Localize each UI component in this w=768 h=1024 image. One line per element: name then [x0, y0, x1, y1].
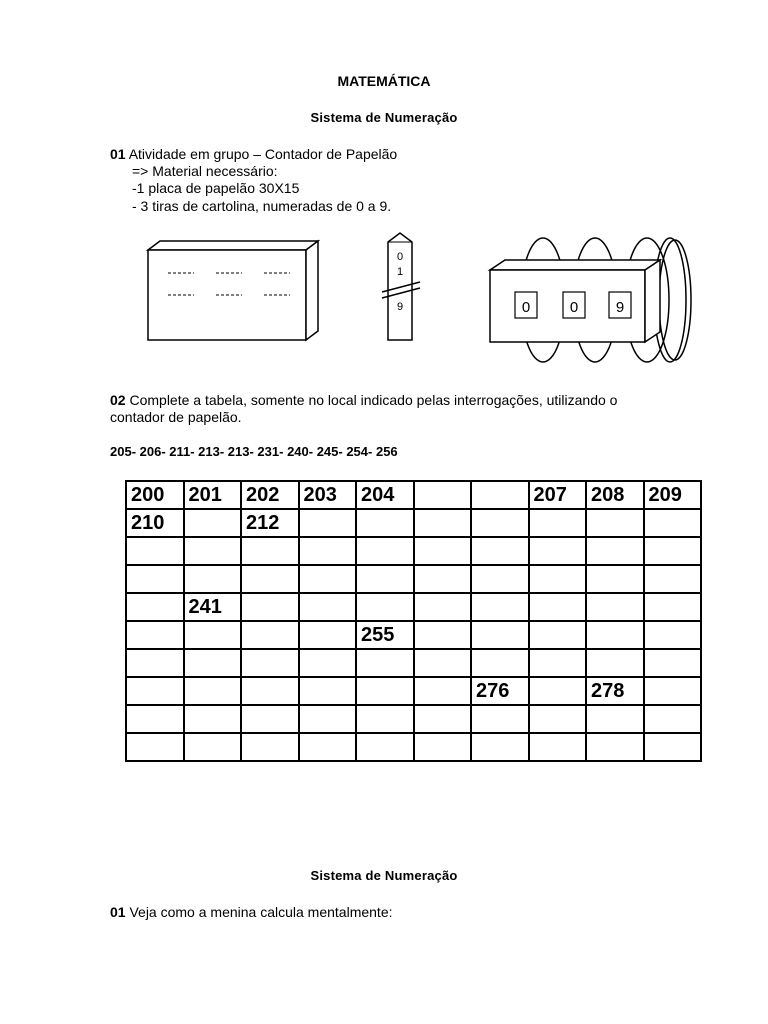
grid-cell: [126, 621, 184, 649]
number-sequence: 205- 206- 211- 213- 213- 231- 240- 245- 254- 256: [110, 444, 398, 459]
section-2-instruction: [110, 904, 393, 921]
grid-cell: [356, 509, 414, 537]
strip-digit-1: 1: [396, 266, 404, 278]
grid-cell: [414, 565, 472, 593]
grid-cell: [471, 565, 529, 593]
grid-cell: [356, 733, 414, 761]
grid-cell: [184, 537, 242, 565]
activity-1-text: Atividade em grupo – Contador de Papelão: [128, 146, 398, 162]
strip-digit-0: 0: [396, 251, 404, 263]
grid-cell: [586, 565, 644, 593]
grid-cell: [471, 481, 529, 509]
grid-cell: 276: [471, 677, 529, 705]
grid-cell: [184, 649, 242, 677]
grid-cell: [471, 537, 529, 565]
grid-cell: [414, 481, 472, 509]
grid-cell: [126, 593, 184, 621]
grid-cell: 209: [644, 481, 702, 509]
grid-cell: [529, 649, 587, 677]
grid-cell: [471, 621, 529, 649]
grid-cell: [471, 509, 529, 537]
grid-cell: [471, 649, 529, 677]
grid-cell: [644, 509, 702, 537]
grid-cell: 210: [126, 509, 184, 537]
grid-cell: [241, 593, 299, 621]
activity-1-heading: [110, 146, 397, 163]
grid-cell: 207: [529, 481, 587, 509]
section-2-number: 01: [110, 904, 126, 920]
section-title: Sistema de Numeração: [310, 110, 458, 125]
grid-row: [126, 481, 701, 509]
grid-cell: [184, 733, 242, 761]
grid-cell: [126, 705, 184, 733]
grid-cell: [586, 593, 644, 621]
assembled-counter-illustration: [485, 232, 695, 377]
grid-cell: [586, 537, 644, 565]
grid-cell: 212: [241, 509, 299, 537]
section-2-title: Sistema de Numeração: [310, 868, 458, 883]
grid-cell: [471, 733, 529, 761]
grid-cell: [184, 677, 242, 705]
grid-cell: 208: [586, 481, 644, 509]
grid-cell: [644, 649, 702, 677]
section-2-text: Veja como a menina calcula mentalmente:: [129, 904, 393, 920]
grid-cell: [644, 593, 702, 621]
grid-cell: [184, 509, 242, 537]
grid-cell: [414, 705, 472, 733]
grid-cell: 278: [586, 677, 644, 705]
grid-row: [126, 537, 701, 565]
grid-row: [126, 509, 701, 537]
activity-2-number: 02: [110, 392, 126, 408]
grid-cell: [471, 593, 529, 621]
grid-cell: [126, 677, 184, 705]
grid-cell: [126, 733, 184, 761]
grid-cell: [644, 705, 702, 733]
grid-cell: [241, 733, 299, 761]
counter-digit-3: 9: [615, 299, 625, 316]
strip-digit-9: 9: [396, 301, 404, 313]
grid-cell: [529, 621, 587, 649]
grid-cell: [126, 649, 184, 677]
grid-cell: [299, 705, 357, 733]
grid-cell: [299, 509, 357, 537]
grid-row: [126, 565, 701, 593]
grid-cell: [586, 649, 644, 677]
grid-cell: [241, 649, 299, 677]
material-item-2: - 3 tiras de cartolina, numeradas de 0 a 9.: [132, 198, 392, 214]
grid-cell: [529, 593, 587, 621]
grid-cell: 203: [299, 481, 357, 509]
grid-cell: [356, 565, 414, 593]
grid-cell: [241, 677, 299, 705]
counter-digit-1: 0: [521, 299, 531, 316]
grid-cell: [241, 537, 299, 565]
grid-cell: [586, 733, 644, 761]
grid-row: [126, 733, 701, 761]
grid-cell: [299, 537, 357, 565]
grid-cell: [356, 677, 414, 705]
grid-cell: [414, 537, 472, 565]
grid-cell: [529, 565, 587, 593]
grid-cell: [644, 565, 702, 593]
grid-cell: 255: [356, 621, 414, 649]
cardboard-plate-illustration: [140, 235, 325, 350]
grid-cell: [356, 537, 414, 565]
grid-cell: [241, 621, 299, 649]
grid-cell: [644, 677, 702, 705]
grid-cell: [299, 593, 357, 621]
grid-cell: [529, 509, 587, 537]
grid-cell: [241, 705, 299, 733]
grid-cell: 201: [184, 481, 242, 509]
counter-digit-2: 0: [569, 299, 579, 316]
grid-cell: [299, 621, 357, 649]
grid-row: [126, 593, 701, 621]
activity-2-instruction: Complete a tabela, somente no local indicado pelas interrogações, utilizando o: [129, 392, 618, 408]
grid-row: [126, 677, 701, 705]
grid-row: [126, 705, 701, 733]
grid-cell: 202: [241, 481, 299, 509]
grid-cell: [184, 621, 242, 649]
grid-cell: 204: [356, 481, 414, 509]
grid-cell: [356, 649, 414, 677]
activity-1-number: 01: [110, 146, 126, 162]
grid-cell: [414, 509, 472, 537]
grid-row: [126, 649, 701, 677]
grid-cell: [299, 733, 357, 761]
grid-cell: 200: [126, 481, 184, 509]
grid-cell: [414, 621, 472, 649]
grid-cell: [126, 537, 184, 565]
grid-cell: [299, 677, 357, 705]
grid-cell: [126, 565, 184, 593]
grid-cell: [184, 565, 242, 593]
material-label: => Material necessário:: [132, 163, 278, 179]
grid-cell: [471, 705, 529, 733]
grid-cell: [529, 733, 587, 761]
grid-cell: 241: [184, 593, 242, 621]
number-grid: [125, 480, 702, 762]
grid-cell: [241, 565, 299, 593]
grid-cell: [299, 565, 357, 593]
grid-cell: [586, 621, 644, 649]
material-item-1: -1 placa de papelão 30X15: [132, 180, 300, 196]
grid-cell: [644, 537, 702, 565]
grid-cell: [644, 733, 702, 761]
grid-cell: [299, 649, 357, 677]
grid-cell: [356, 705, 414, 733]
grid-cell: [414, 649, 472, 677]
page-title: MATEMÁTICA: [337, 73, 431, 89]
grid-cell: [414, 593, 472, 621]
grid-cell: [184, 705, 242, 733]
grid-cell: [356, 593, 414, 621]
numbered-strip-illustration: [380, 230, 425, 345]
grid-cell: [586, 509, 644, 537]
activity-2-line-1: [110, 392, 700, 409]
grid-cell: [529, 705, 587, 733]
grid-cell: [529, 537, 587, 565]
grid-cell: [529, 677, 587, 705]
grid-cell: [586, 705, 644, 733]
grid-cell: [414, 677, 472, 705]
activity-2-line-2: contador de papelão.: [110, 409, 242, 425]
grid-cell: [414, 733, 472, 761]
grid-row: [126, 621, 701, 649]
grid-cell: [644, 621, 702, 649]
